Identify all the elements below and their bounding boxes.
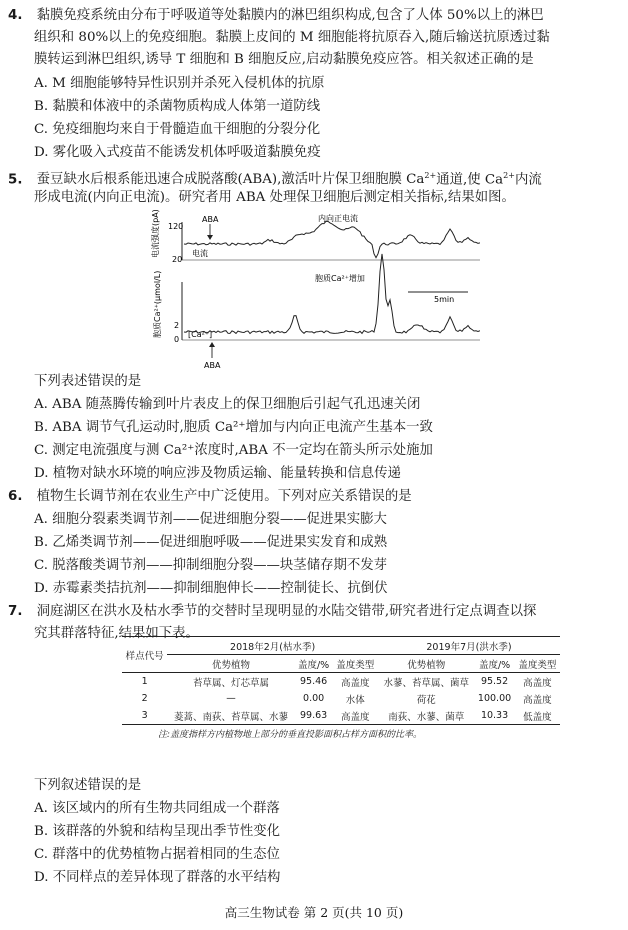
question-text-line: 形成电流(内向正电流)。研究者用 ABA 处理保卫细胞后测定相关指标,结果如图。	[34, 190, 515, 205]
table-cell: 10.33	[474, 707, 514, 725]
option-d: D. 植物对缺水环境的响应涉及物质运输、能量转换和信息传递	[34, 466, 401, 481]
table-cell: 100.00	[477, 693, 512, 704]
table-cell: 高盖度	[523, 694, 552, 706]
col-sample-header: 样点代号	[122, 637, 167, 673]
option-a: A. ABA 随蒸腾传输到叶片表皮上的保卫细胞后引起气孔迅速关闭	[34, 397, 421, 412]
bottom-series-label: [Ca²⁺]	[188, 330, 213, 339]
top-peak-label: 内向正电流	[318, 214, 358, 223]
question-text-fragment: 内流	[514, 172, 542, 188]
option-b: B. 黏膜和体液中的杀菌物质构成人体第一道防线	[34, 99, 321, 114]
table-cell: 苔草属、灯芯草属	[192, 677, 269, 689]
subheader: 优势植物	[407, 659, 446, 671]
table-cell: 95.46	[300, 676, 328, 687]
question-number: 5.	[8, 172, 23, 188]
option-c: C. 测定电流强度与测 Ca²⁺浓度时,ABA 不一定均在箭头所示处施加	[34, 443, 433, 458]
question-stem: 植物生长调节剂在农业生产中广泛使用。下列对应关系错误的是	[36, 489, 412, 504]
bottom-aba-label: ABA	[204, 361, 221, 370]
table-cell: 南荻、水蓼、菌草	[378, 707, 475, 725]
superscript: 2+	[424, 171, 437, 180]
top-series-label: 电流	[192, 249, 208, 258]
table-row	[122, 673, 560, 691]
table	[122, 636, 560, 725]
chart-svg	[150, 208, 480, 370]
table-cell: 1	[141, 676, 148, 687]
table-cell: 高盖度	[523, 677, 552, 689]
option-b: B. ABA 调节气孔运动时,胞质 Ca²⁺增加与内向正电流产生基本一致	[34, 420, 433, 435]
bottom-peak-label: 胞质Ca²⁺增加	[315, 274, 365, 283]
table-cell: 99.63	[295, 707, 333, 725]
question-number: 6.	[8, 489, 23, 504]
subheader: 盖度类型	[336, 659, 375, 671]
option-d: D. 赤霉素类拮抗剂——抑制细胞伸长——控制徒长、抗倒伏	[34, 581, 388, 596]
question-text-fragment: 通道,使 Ca	[436, 172, 504, 188]
bottom-ytick-upper: 2	[174, 321, 180, 330]
top-ytick-upper: 120	[168, 222, 184, 231]
top-ylabel: 电流强度(pA)	[151, 209, 160, 258]
option-d: D. 雾化吸入式疫苗不能诱发机体呼吸道黏膜免疫	[34, 145, 321, 160]
option-c: C. 脱落酸类调节剂——抑制细胞分裂——块茎储存期不发芽	[34, 558, 388, 573]
option-c: C. 群落中的优势植物占据着相同的生态位	[34, 847, 280, 862]
bottom-aba-arrowhead	[209, 342, 215, 347]
table-cell: 高盖度	[341, 677, 370, 689]
table-cell: 低盖度	[515, 707, 560, 725]
table-cell: 水体	[345, 694, 365, 706]
table-cell: 95.52	[480, 676, 509, 687]
table-cell: 菱蒿、南荻、苔草属、水蓼	[167, 707, 294, 725]
question-text-line: 组织和 80%以上的免疫细胞。黏膜上皮间的 M 细胞能将抗原吞入,随后输送抗原透过黏	[34, 30, 550, 45]
group-header-dry: 2018年2月(枯水季)	[167, 637, 378, 655]
top-aba-arrowhead	[207, 235, 213, 240]
superscript: 2+	[503, 171, 515, 180]
table-subheader-row	[122, 655, 560, 673]
scale-label: 5min	[434, 295, 455, 304]
option-b: B. 乙烯类调节剂——促进细胞呼吸——促进果实发育和成熟	[34, 535, 388, 550]
subheader: 优势植物	[211, 659, 250, 671]
table-header-row	[122, 637, 560, 655]
top-ytick-lower: 20	[172, 255, 183, 264]
survey-table	[122, 636, 560, 740]
question-text-line: 蚕豆缺水后根系能迅速合成脱落酸(ABA),激活叶片保卫细胞膜 Ca	[36, 172, 425, 188]
table-cell: —	[226, 693, 236, 704]
question-text-line: 究其群落特征,结果如下表。	[34, 626, 199, 641]
abа-chart	[150, 208, 480, 370]
question-text-line: 膜转运到淋巴组织,诱导 T 细胞和 B 细胞反应,启动黏膜免疫应答。相关叙述正确的是	[34, 52, 534, 67]
table-row	[122, 707, 560, 725]
option-b: B. 该群落的外貌和结构呈现出季节性变化	[34, 824, 280, 839]
option-a: A. 细胞分裂素类调节剂——促进细胞分裂——促进果实膨大	[34, 512, 387, 527]
top-aba-label: ABA	[202, 215, 219, 224]
question-number: 7.	[8, 604, 23, 619]
table-note: 注:盖度指样方内植物地上部分的垂直投影面积占样方面积的比率。	[158, 730, 423, 740]
subheader: 盖度/%	[478, 659, 511, 671]
question-number: 4.	[8, 8, 23, 23]
bottom-ytick-lower: 0	[174, 335, 180, 344]
subheader: 盖度/%	[297, 659, 330, 671]
bottom-ylabel: 胞质Ca²⁺(μmol/L)	[153, 270, 162, 338]
table-row	[122, 690, 560, 707]
question-stem: 下列叙述错误的是	[34, 778, 142, 793]
calcium-trace	[184, 254, 480, 334]
table-cell: 高盖度	[333, 707, 378, 725]
current-trace	[184, 221, 480, 257]
page-footer: 高三生物试卷 第 2 页(共 10 页)	[224, 905, 404, 920]
table-cell: 荷花	[416, 694, 436, 706]
table-cell: 0.00	[303, 693, 325, 704]
subheader: 盖度类型	[518, 659, 557, 671]
option-a: A. M 细胞能够特异性识别并杀死入侵机体的抗原	[34, 76, 325, 91]
question-stem: 下列表述错误的是	[34, 374, 142, 389]
table-cell: 3	[122, 707, 167, 725]
table-cell: 2	[141, 693, 148, 704]
table-cell: 水蓼、苔草属、菌草	[383, 677, 469, 689]
question-text-line: 洞庭湖区在洪水及枯水季节的交替时呈现明显的水陆交错带,研究者进行定点调查以探	[36, 604, 537, 619]
option-a: A. 该区域内的所有生物共同组成一个群落	[34, 801, 280, 816]
question-text-line: 黏膜免疫系统由分布于呼吸道等处黏膜内的淋巴组织构成,包含了人体 50%以上的淋巴	[36, 8, 544, 23]
group-header-flood: 2019年7月(洪水季)	[378, 637, 560, 655]
option-c: C. 免疫细胞均来自于骨髓造血干细胞的分裂分化	[34, 122, 321, 137]
option-d: D. 不同样点的差异体现了群落的水平结构	[34, 870, 281, 885]
